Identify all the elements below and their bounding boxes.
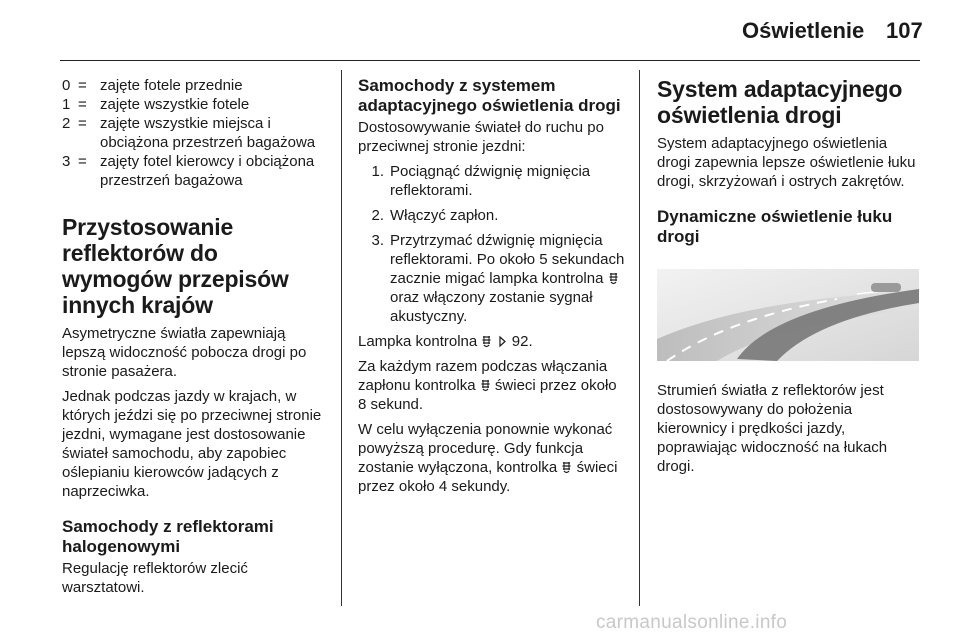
header-divider: [60, 60, 920, 61]
subsection-heading: Samochody z reflektorami halogenowymi: [62, 517, 274, 556]
paragraph: Regulację reflektorów zlecić warsztatowi.: [62, 560, 248, 596]
legend-row: [62, 76, 330, 95]
column-divider: [341, 70, 342, 606]
step-number: 3.: [371, 232, 384, 249]
text-part: świeci przez około 4 sekundy.: [358, 459, 618, 495]
column-right: [657, 76, 919, 482]
step-text: Włączyć zapłon.: [390, 207, 499, 224]
paragraph: Dostosowywanie świateł do ruchu po przeciwnej stronie jezdni:: [358, 119, 604, 155]
column-left: [62, 76, 330, 603]
column-divider: [639, 70, 640, 606]
page-reference-icon[interactable]: [497, 335, 508, 348]
legend-eq: =: [78, 153, 87, 170]
procedure-steps: [358, 162, 628, 326]
paragraph: Asymetryczne światła zapewniają lepszą widoczność pobocza drogi po stronie pasażera.: [62, 325, 307, 380]
list-item: [358, 231, 628, 326]
legend-text: zajęte wszystkie fotele: [100, 96, 250, 113]
step-text-part: Przytrzymać dźwignię mignięcia reflektorami. Po około 5 sekundach zacznie migać lampka kontrolna: [390, 232, 625, 287]
legend-text: zajęte fotele przednie: [100, 77, 243, 94]
headlight-warning-icon: [561, 461, 572, 474]
section-heading: System adaptacyjnego oświetlenia drogi: [657, 76, 903, 128]
paragraph: [358, 420, 628, 496]
legend-eq: =: [78, 96, 87, 113]
legend-eq: =: [78, 77, 87, 94]
paragraph: [358, 332, 628, 351]
step-text: Pociągnąć dźwignię mignięcia reflektorami.: [390, 163, 591, 199]
figure-caption: Strumień światła z reflektorów jest dostosowywany do położenia kierownicy i prędkości jazdy, poprawiając widoczność na łukach drogi.: [657, 382, 888, 475]
page-reference[interactable]: 92.: [511, 333, 533, 350]
subsection-heading: Samochody z systemem adaptacyjnego oświetlenia drogi: [358, 76, 621, 115]
watermark: carmanualsonline.info: [596, 612, 788, 633]
legend-row: [62, 152, 330, 190]
text-part: Za każdym razem podczas włączania zapłonu kontrolka: [358, 358, 608, 394]
text-part: świeci przez około 8 sekund.: [358, 377, 617, 413]
legend-row: [62, 95, 330, 114]
legend-key: 1: [62, 96, 71, 113]
page-title: Oświetlenie: [742, 18, 865, 43]
curve-lighting-illustration: [657, 269, 919, 361]
legend-eq: =: [78, 115, 87, 132]
paragraph: [358, 357, 628, 414]
page-number: 107: [886, 18, 923, 43]
headlight-warning-icon: [608, 272, 619, 285]
legend-key: 3: [62, 153, 71, 170]
step-text: [390, 231, 628, 326]
step-number: 1.: [371, 163, 384, 180]
legend-key: 0: [62, 77, 71, 94]
list-item: [358, 206, 628, 225]
subsection-heading: Dynamiczne oświetlenie łuku drogi: [657, 207, 893, 246]
step-text-part: oraz włączony zostanie sygnał akustyczny.: [390, 289, 593, 325]
list-item: [358, 162, 628, 200]
headlight-warning-icon: [480, 379, 491, 392]
paragraph: System adaptacyjnego oświetlenia drogi zapewnia lepsze oświetlenie łuku drogi, skrzyżowań i ostrych zakrętów.: [657, 135, 916, 190]
text-part: W celu wyłączenia ponownie wykonać powyższą procedurę. Gdy funkcja zostanie wyłączona, kontrolka: [358, 421, 613, 476]
legend-text: zajęty fotel kierowcy i obciążona przestrzeń bagażowa: [100, 153, 315, 189]
step-number: 2.: [371, 207, 384, 224]
headlight-warning-icon: [481, 335, 492, 348]
seat-load-legend: [62, 76, 330, 190]
car-silhouette: [871, 283, 901, 292]
section-heading: Przystosowanie reflektorów do wymogów przepisów innych krajów: [62, 214, 289, 318]
paragraph: Jednak podczas jazdy w krajach, w których jeździ się po przeciwnej stronie jezdni, wymagane jest dostosowanie świateł samochodu, aby zapobiec oślepianiu kierowców jadących z naprzeciwka.: [62, 388, 322, 500]
legend-text: zajęte wszystkie miejsca i obciążona przestrzeń bagażowa: [100, 115, 316, 151]
legend-row: [62, 114, 330, 152]
column-middle: [358, 76, 628, 502]
text-part: Lampka kontrolna: [358, 333, 478, 350]
legend-key: 2: [62, 115, 71, 132]
